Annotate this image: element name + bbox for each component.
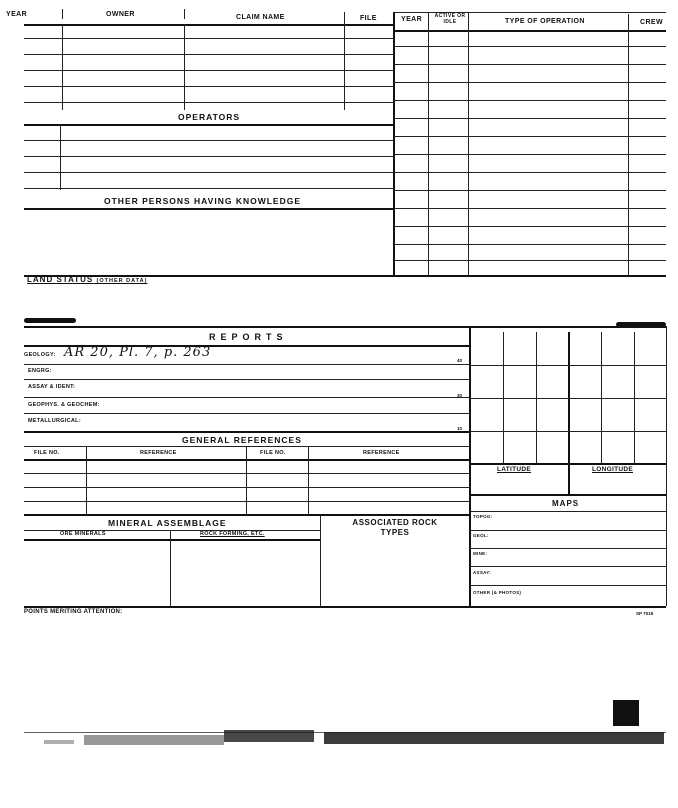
maps-title: MAPS xyxy=(552,499,580,508)
row-line xyxy=(24,446,470,447)
top-rule-right xyxy=(394,12,666,13)
row-line xyxy=(24,459,470,461)
row-line xyxy=(24,140,394,141)
maps-geol: GEOL: xyxy=(473,533,489,538)
latitude-label: LATITUDE xyxy=(497,466,532,473)
land-status-title: LAND STATUS (OTHER DATA) xyxy=(27,275,148,284)
report-entry-geology: AR 20, Pl. 7, p. 263 xyxy=(64,345,212,360)
report-num: 10 xyxy=(457,426,463,431)
row-line xyxy=(394,190,666,191)
header-active-idle: ACTIVE OR IDLE xyxy=(434,13,466,25)
row-line xyxy=(470,530,666,531)
row-line xyxy=(24,431,470,433)
other-persons-rule xyxy=(24,208,394,210)
ref-header-reference: REFERENCE xyxy=(140,450,177,456)
rock-forming-label: ROCK FORMING, ETC. xyxy=(200,531,265,537)
header-crew: CREW xyxy=(640,19,663,26)
maps-mine: MINE: xyxy=(473,551,488,556)
divider xyxy=(320,514,321,606)
row-line xyxy=(394,260,666,261)
header-year-2: YEAR xyxy=(401,16,423,23)
row-line xyxy=(394,154,666,155)
divider xyxy=(170,530,171,606)
form-number: SP 7018 xyxy=(636,611,654,616)
row-line xyxy=(24,530,320,531)
ore-minerals-label: ORE MINERALS xyxy=(60,531,106,537)
report-num: 30 xyxy=(457,393,463,398)
divider xyxy=(184,9,185,19)
header-rule-left xyxy=(24,24,394,26)
ref-header-file-no: FILE NO. xyxy=(34,450,60,456)
row-line xyxy=(24,86,394,87)
row-line xyxy=(470,548,666,549)
header-type-of-operation: TYPE OF OPERATION xyxy=(505,18,585,25)
row-line xyxy=(24,413,470,414)
row-line xyxy=(394,226,666,227)
row-line xyxy=(24,364,470,365)
ref-header-reference-2: REFERENCE xyxy=(363,450,400,456)
general-references-title: GENERAL REFERENCES xyxy=(182,435,302,445)
row-line xyxy=(24,397,470,398)
row-line xyxy=(24,38,394,39)
row-line xyxy=(24,539,320,541)
reports-title: REPORTS xyxy=(209,332,288,342)
reports-divider xyxy=(469,326,471,606)
report-num: 40 xyxy=(457,358,463,363)
row-line xyxy=(394,244,666,245)
row-line xyxy=(394,46,666,47)
maps-other: OTHER (& PHOTOS) xyxy=(473,590,522,595)
other-persons-title: OTHER PERSONS HAVING KNOWLEDGE xyxy=(104,196,302,206)
row-line xyxy=(470,585,666,586)
header-claim-name: CLAIM NAME xyxy=(236,14,285,21)
row-line xyxy=(24,514,470,516)
header-year: YEAR xyxy=(6,11,28,18)
row-line xyxy=(394,172,666,173)
row-line xyxy=(24,156,394,157)
divider xyxy=(468,12,469,276)
row-line xyxy=(24,188,394,189)
maps-topog: TOPOG: xyxy=(473,514,493,519)
section-bottom-rule xyxy=(24,606,666,608)
divider xyxy=(60,124,61,190)
mineral-assemblage-title: MINERAL ASSEMBLAGE xyxy=(108,518,227,528)
divider xyxy=(62,9,63,19)
divider xyxy=(344,24,345,110)
row-line xyxy=(394,136,666,137)
registration-block xyxy=(613,700,639,726)
points-meriting-attention: POINTS MERITING ATTENTION: xyxy=(24,609,123,615)
report-label-geophys: GEOPHYS. & GEOCHEM: xyxy=(28,402,100,408)
row-line xyxy=(394,64,666,65)
scan-mark xyxy=(24,318,76,323)
report-label-assay: ASSAY & IDENT: xyxy=(28,384,76,390)
divider xyxy=(184,24,185,110)
divider xyxy=(86,446,87,514)
divider xyxy=(308,446,309,514)
divider xyxy=(246,446,247,514)
row-line xyxy=(394,208,666,209)
divider xyxy=(428,12,429,276)
main-divider xyxy=(393,12,395,276)
divider xyxy=(344,12,345,24)
row-line xyxy=(24,54,394,55)
divider xyxy=(62,24,63,110)
row-line xyxy=(24,473,470,474)
scan-noise-strip xyxy=(24,726,666,752)
associated-rock-types: ASSOCIATED ROCK TYPES xyxy=(352,518,438,537)
reports-top-rule xyxy=(24,326,666,328)
operators-rule xyxy=(24,124,394,126)
header-file: FILE xyxy=(360,15,377,22)
row-line xyxy=(470,566,666,567)
row-line xyxy=(24,501,470,502)
header-rule-right xyxy=(394,30,666,32)
grid-line xyxy=(470,365,666,366)
row-line xyxy=(470,511,666,512)
row-line xyxy=(24,102,394,103)
grid-line xyxy=(470,431,666,432)
report-label-metallurgical: METALLURGICAL: xyxy=(28,418,81,424)
row-line xyxy=(24,70,394,71)
row-line xyxy=(24,487,470,488)
grid-line xyxy=(470,494,666,496)
header-owner: OWNER xyxy=(106,11,135,18)
longitude-label: LONGITUDE xyxy=(592,466,633,473)
grid-line xyxy=(666,326,667,606)
report-label-geology: GEOLOGY: xyxy=(24,352,56,358)
row-line xyxy=(394,82,666,83)
divider xyxy=(628,14,629,276)
operators-title: OPERATORS xyxy=(178,112,241,122)
grid-line xyxy=(568,332,570,495)
grid-line xyxy=(470,398,666,399)
ref-header-file-no-2: FILE NO. xyxy=(260,450,286,456)
row-line xyxy=(394,118,666,119)
row-line xyxy=(24,379,470,380)
grid-line xyxy=(470,463,666,465)
report-label-engrg: ENGRG: xyxy=(28,368,52,374)
row-line xyxy=(394,100,666,101)
row-line xyxy=(24,172,394,173)
maps-assay: ASSAY: xyxy=(473,570,492,575)
